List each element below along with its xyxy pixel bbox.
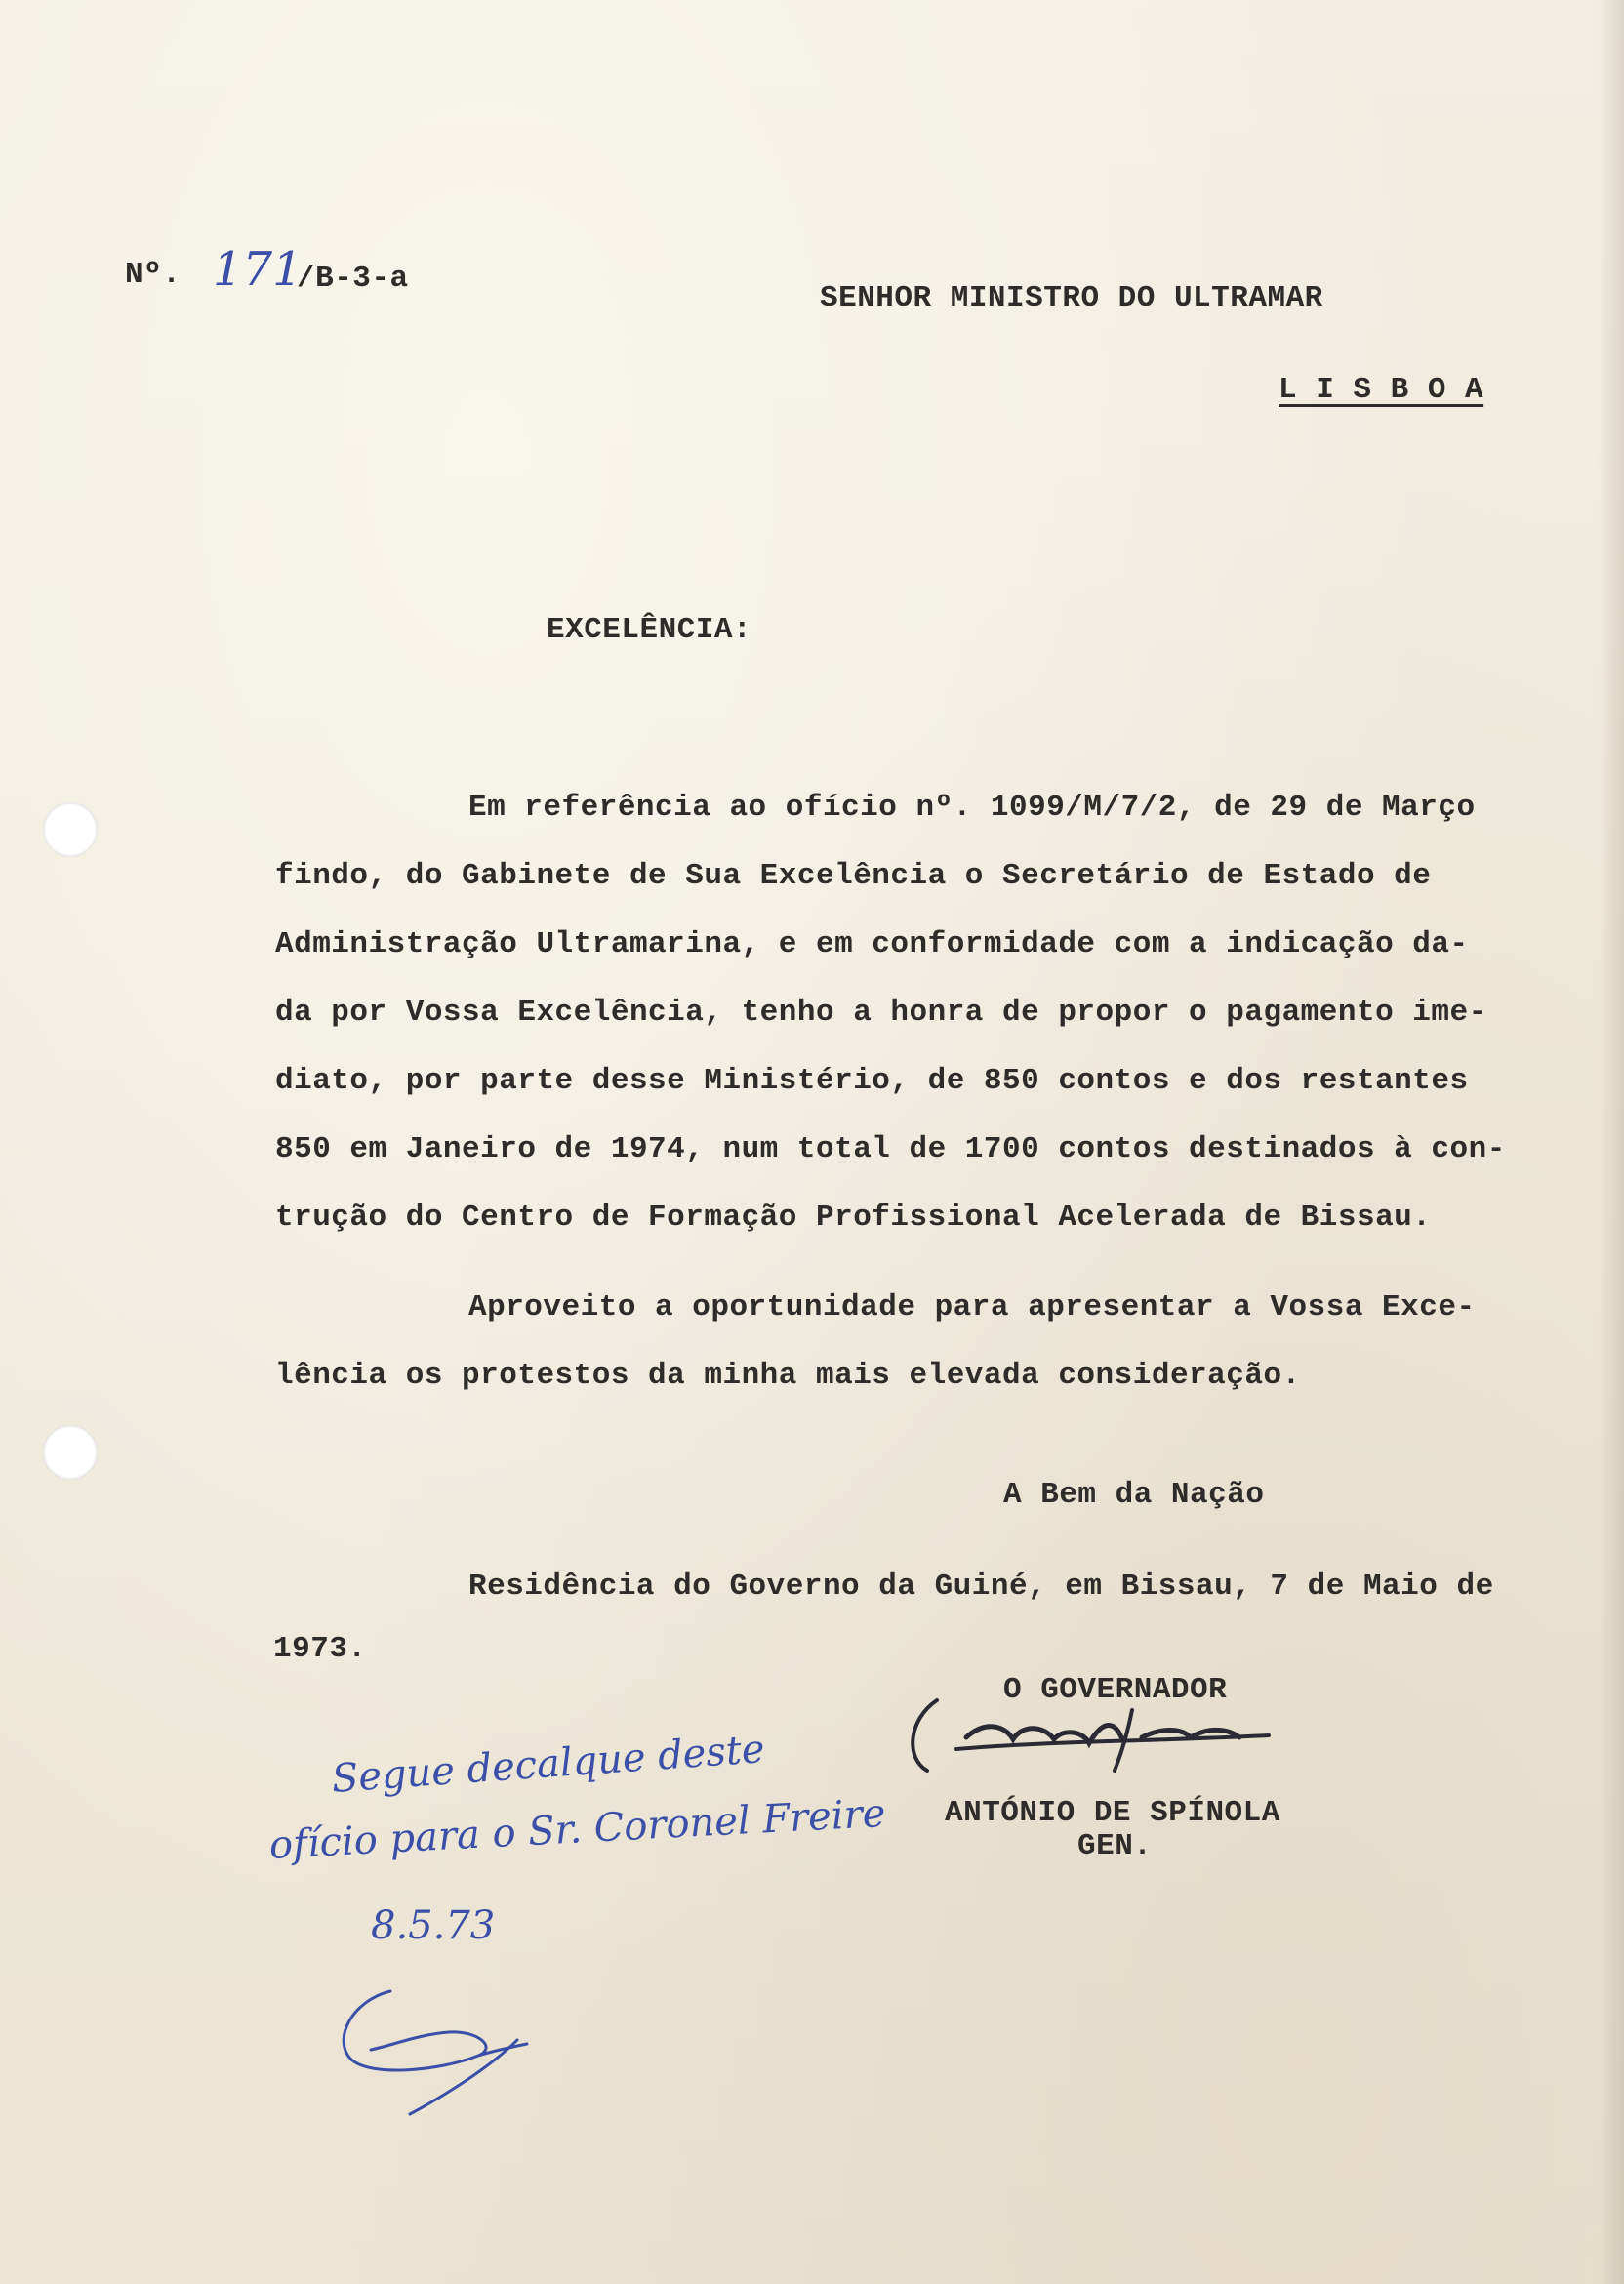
reference-prefix: Nº. [125,258,182,292]
signature-name: ANTÓNIO DE SPÍNOLA [945,1796,1280,1830]
punch-hole-top [43,802,98,857]
page-edge-shadow [1599,0,1624,2284]
handwritten-note-line-2: ofício para o Sr. Coronel Freire [267,1790,887,1868]
paragraph-1-line-2: findo, do Gabinete de Sua Excelência o Secretário de Estado de [275,859,1432,893]
salutation: EXCELÊNCIA: [547,613,752,647]
place-date-line-2: 1973. [273,1632,367,1666]
governor-signature [898,1681,1308,1788]
paragraph-1-line-3: Administração Ultramarina, e em conformidade com a indicação da- [275,927,1469,961]
signature-rank: GEN. [1077,1829,1153,1863]
paragraph-1-line-7: trução do Centro de Formação Profissional Acelerada de Bissau. [275,1201,1432,1235]
recipient: SENHOR MINISTRO DO ULTRAMAR [820,281,1323,315]
closing-motto: A Bem da Nação [1003,1478,1265,1512]
reference-suffix: /B-3-a [297,262,409,296]
handwritten-note-date: 8.5.73 [371,1903,496,1948]
reference-number-handwritten: 171 [213,242,303,297]
paragraph-1-line-1: Em referência ao ofício nº. 1099/M/7/2, de 29 de Março [468,791,1476,825]
paragraph-2-line-2: lência os protestos da minha mais elevada consideração. [275,1359,1301,1393]
recipient-city: L I S B O A [1279,373,1484,407]
paragraph-1-line-5: diato, por parte desse Ministério, de 850 contos e dos restantes [275,1064,1469,1098]
paragraph-2-line-1: Aproveito a oportunidade para apresentar a Vossa Exce- [468,1290,1476,1325]
paragraph-1-line-4: da por Vossa Excelência, tenho a honra de propor o pagamento ime- [275,996,1487,1030]
handwritten-note-line-1: Segue decalque deste [330,1727,766,1802]
place-date-line-1: Residência do Governo da Guiné, em Bissau, 7 de Maio de [468,1570,1494,1604]
punch-hole-bottom [43,1425,98,1480]
signature-title: O GOVERNADOR [1003,1673,1228,1707]
handwritten-initials [332,1962,547,2128]
paragraph-1-line-6: 850 em Janeiro de 1974, num total de 1700 contos destinados à con- [275,1132,1506,1166]
